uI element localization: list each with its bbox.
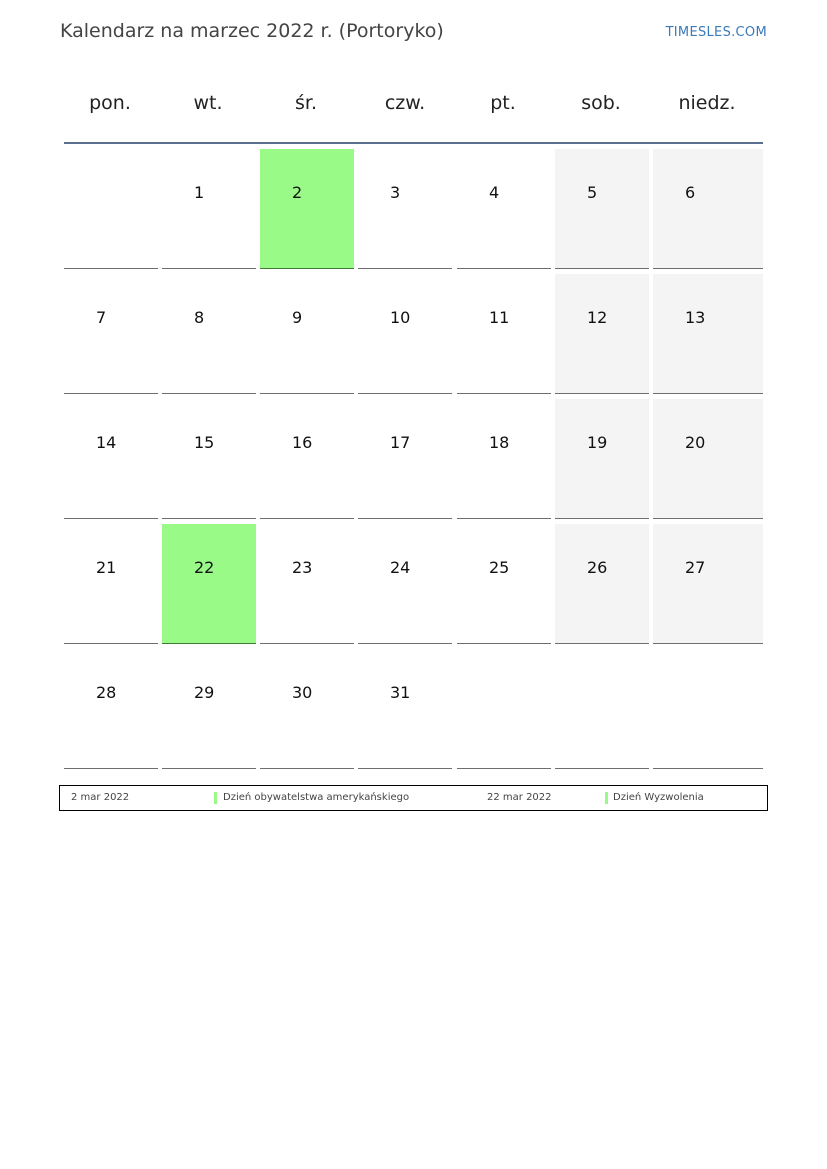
legend-date: 22 mar 2022 (487, 792, 552, 803)
day-cell (653, 399, 763, 519)
day-number: 24 (390, 558, 411, 577)
day-number: 16 (292, 433, 313, 452)
day-number: 6 (685, 183, 696, 202)
day-cell (64, 399, 158, 519)
day-number: 18 (489, 433, 510, 452)
day-number: 7 (96, 308, 107, 327)
day-number: 11 (489, 308, 510, 327)
day-cell (653, 149, 763, 269)
day-cell (457, 399, 551, 519)
day-cell (555, 149, 649, 269)
day-cell (457, 524, 551, 644)
day-number: 14 (96, 433, 117, 452)
day-cell (555, 274, 649, 394)
weekday-sun: niedz. (678, 92, 736, 114)
day-cell (653, 274, 763, 394)
day-number: 28 (96, 683, 117, 702)
legend-date: 2 mar 2022 (71, 792, 130, 803)
day-cell (162, 399, 256, 519)
day-number: 3 (390, 183, 401, 202)
day-cell (260, 649, 354, 769)
weekday-fri: pt. (490, 92, 516, 114)
day-cell (358, 149, 452, 269)
holiday-marker (605, 792, 608, 804)
day-number: 1 (194, 183, 205, 202)
day-number: 19 (587, 433, 608, 452)
day-cell (555, 399, 649, 519)
day-cell (457, 149, 551, 269)
day-cell (555, 524, 649, 644)
day-cell (260, 399, 354, 519)
day-cell (358, 274, 452, 394)
day-cell (162, 274, 256, 394)
day-cell (162, 524, 256, 644)
day-number: 15 (194, 433, 215, 452)
day-number: 27 (685, 558, 706, 577)
day-cell (64, 274, 158, 394)
holiday-marker (214, 792, 217, 804)
day-cell (457, 274, 551, 394)
day-number: 29 (194, 683, 215, 702)
day-cell (358, 399, 452, 519)
empty-day-cell (64, 149, 158, 269)
day-cell (260, 149, 354, 269)
day-cell (64, 524, 158, 644)
day-number: 25 (489, 558, 510, 577)
holiday-legend (59, 785, 768, 811)
weekday-thu: czw. (384, 92, 426, 114)
day-number: 13 (685, 308, 706, 327)
site-link[interactable]: TIMESLES.COM (665, 25, 767, 40)
empty-day-cell (457, 649, 551, 769)
day-cell (162, 649, 256, 769)
weekday-wed: śr. (294, 92, 317, 114)
day-cell (358, 524, 452, 644)
legend-holiday-name: Dzień Wyzwolenia (613, 792, 704, 803)
day-number: 8 (194, 308, 205, 327)
day-number: 31 (390, 683, 411, 702)
day-number: 10 (390, 308, 411, 327)
day-number: 12 (587, 308, 608, 327)
day-cell (260, 524, 354, 644)
day-cell (358, 649, 452, 769)
day-number: 26 (587, 558, 608, 577)
day-cell (260, 274, 354, 394)
day-number: 9 (292, 308, 303, 327)
page-title: Kalendarz na marzec 2022 r. (Portoryko) (60, 20, 444, 42)
legend-holiday-name: Dzień obywatelstwa amerykańskiego (223, 792, 410, 803)
day-number: 4 (489, 183, 500, 202)
day-cell (64, 649, 158, 769)
day-number: 20 (685, 433, 706, 452)
day-number: 5 (587, 183, 598, 202)
day-number: 21 (96, 558, 117, 577)
empty-day-cell (555, 649, 649, 769)
day-number: 22 (194, 558, 215, 577)
weekday-mon: pon. (89, 92, 131, 114)
day-number: 30 (292, 683, 313, 702)
weekday-tue: wt. (193, 92, 223, 114)
weekday-header-row (61, 92, 766, 116)
day-number: 2 (292, 183, 303, 202)
empty-day-cell (653, 649, 763, 769)
day-cell (162, 149, 256, 269)
day-number: 23 (292, 558, 313, 577)
header-rule (64, 142, 763, 144)
day-cell (653, 524, 763, 644)
weekday-sat: sob. (581, 92, 621, 114)
day-number: 17 (390, 433, 411, 452)
